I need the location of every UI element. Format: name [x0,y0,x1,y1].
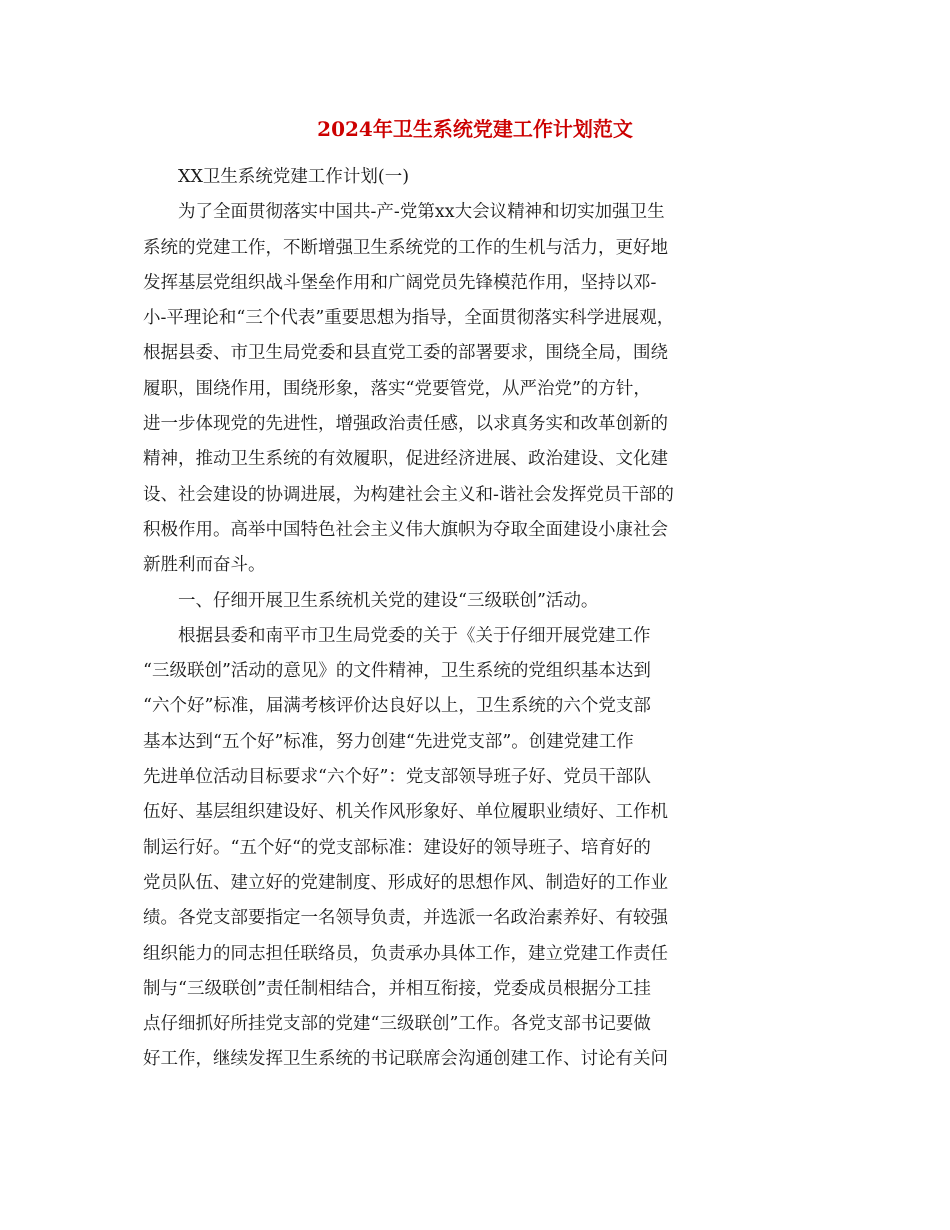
paragraph-line: 小-平理论和“三个代表”重要思想为指导，全面贯彻落实科学进展观， [143,308,675,329]
paragraph-line: 先进单位活动目标要求“六个好”：党支部领导班子好、党员干部队 [143,767,651,788]
section-heading: 一、仔细开展卫生系统机关党的建设“三级联创”活动。 [178,590,599,611]
paragraph-line: 精神，推动卫生系统的有效履职，促进经济进展、政治建设、文化建 [143,449,668,470]
paragraph-line: 基本达到“五个好”标准，努力创建“先进党支部”。创建党建工作 [143,731,634,752]
paragraph-line: 根据县委和南平市卫生局党委的关于《关于仔细开展党建工作 [178,625,651,646]
paragraph-line: 绩。各党支部要指定一名领导负责，并选派一名政治素养好、有较强 [143,908,668,929]
paragraph-line: 进一步体现党的先进性，增强政治责任感，以求真务实和改革创新的 [143,414,668,435]
paragraph-line: 为了全面贯彻落实中国共-产-党第xx大会议精神和切实加强卫生 [178,202,665,223]
paragraph-line: “三级联创”活动的意见》的文件精神，卫生系统的党组织基本达到 [143,661,651,682]
paragraph-line: 党员队伍、建立好的党建制度、形成好的思想作风、制造好的工作业 [143,872,668,893]
paragraph-line: 制运行好。“五个好“的党支部标准：建设好的领导班子、培育好的 [143,837,651,858]
paragraph-line: 积极作用。高举中国特色社会主义伟大旗帜为夺取全面建设小康社会 [143,519,668,540]
paragraph-line: 新胜利而奋斗。 [143,555,266,576]
paragraph-line: 制与“三级联创”责任制相结合，并相互衔接，党委成员根据分工挂 [143,978,651,999]
paragraph-line: “六个好”标准，届满考核评价达良好以上，卫生系统的六个党支部 [143,696,651,717]
section-heading: XX卫生系统党建工作计划(一) [178,167,410,187]
paragraph-line: 根据县委、市卫生局党委和县直党工委的部署要求，围绕全局，围绕 [143,343,668,364]
paragraph-line: 发挥基层党组织战斗堡垒作用和广阔党员先锋模范作用，坚持以邓- [143,272,657,293]
paragraph-line: 系统的党建工作，不断增强卫生系统党的工作的生机与活力，更好地 [143,237,668,258]
document-body [143,160,823,1078]
paragraph-line: 好工作，继续发挥卫生系统的书记联席会沟通创建工作、讨论有关问 [143,1049,668,1070]
paragraph-line: 伍好、基层组织建设好、机关作风形象好、单位履职业绩好、工作机 [143,802,668,823]
document-title: 2024年卫生系统党建工作计划范文 [317,117,633,141]
paragraph-line: 组织能力的同志担任联络员，负责承办具体工作，建立党建工作责任 [143,943,668,964]
paragraph-line: 点仔细抓好所挂党支部的党建“三级联创”工作。各党支部书记要做 [143,1014,651,1035]
paragraph-line: 履职，围绕作用，围绕形象，落实“党要管党，从严治党”的方针， [143,378,651,399]
paragraph-line: 设、社会建设的协调进展，为构建社会主义和-谐社会发挥党员干部的 [143,484,674,505]
